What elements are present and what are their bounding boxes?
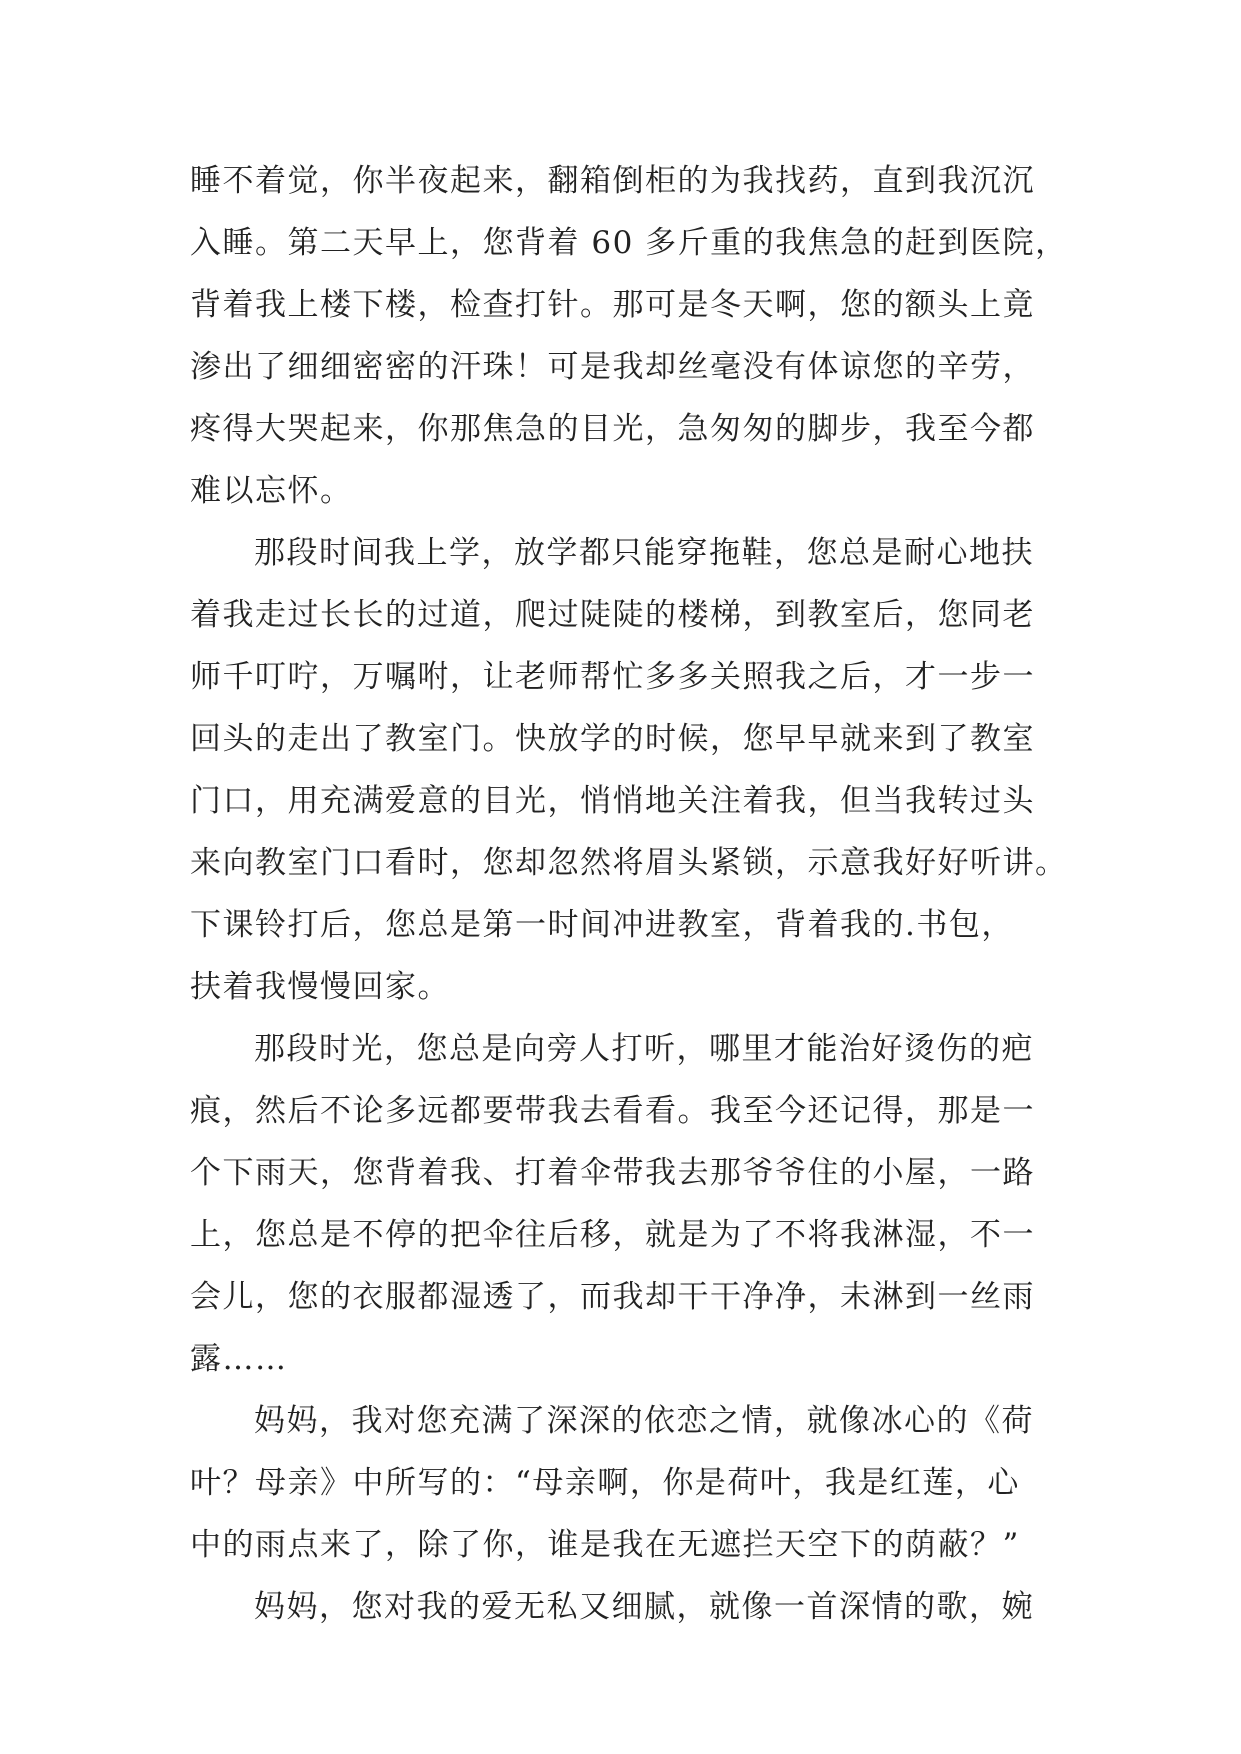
text-line: 露…… (190, 1341, 288, 1377)
paragraph-start-line: 妈妈，我对您充满了深深的依恋之情，就像冰心的《荷 (254, 1403, 1034, 1439)
text-line: 疼得大哭起来，你那焦急的目光，急匆匆的脚步，我至今都 (190, 411, 1035, 447)
text-line: 痕，然后不论多远都要带我去看看。我至今还记得，那是一 (190, 1093, 1035, 1129)
text-line: 师千叮咛，万嘱咐，让老师帮忙多多关照我之后，才一步一 (190, 659, 1035, 695)
document-body (190, 150, 1068, 1638)
text-line: 背着我上楼下楼，检查打针。那可是冬天啊，您的额头上竟 (190, 287, 1035, 323)
paragraph-start-line: 妈妈，您对我的爱无私又细腻，就像一首深情的歌，婉 (254, 1589, 1034, 1625)
text-line: 门口，用充满爱意的目光，悄悄地关注着我，但当我转过头 (190, 783, 1035, 819)
text-line: 入睡。第二天早上，您背着 60 多斤重的我焦急的赶到医院， (190, 225, 1068, 261)
text-line: 着我走过长长的过道，爬过陡陡的楼梯，到教室后，您同老 (190, 597, 1035, 633)
text-line: 会儿，您的衣服都湿透了，而我却干干净净，未淋到一丝雨 (190, 1279, 1035, 1315)
text-line: 扶着我慢慢回家。 (190, 969, 450, 1005)
paragraph-start-line: 那段时间我上学，放学都只能穿拖鞋，您总是耐心地扶 (254, 535, 1034, 571)
text-line: 回头的走出了教室门。快放学的时候，您早早就来到了教室 (190, 721, 1035, 757)
text-line: 中的雨点来了，除了你，谁是我在无遮拦天空下的荫蔽？” (190, 1527, 1020, 1563)
text-line: 上，您总是不停的把伞往后移，就是为了不将我淋湿，不一 (190, 1217, 1035, 1253)
text-line: 难以忘怀。 (190, 473, 353, 509)
text-line: 来向教室门口看时，您却忽然将眉头紧锁，示意我好好听讲。 (190, 845, 1068, 881)
paragraph-start-line: 那段时光，您总是向旁人打听，哪里才能治好烫伤的疤 (254, 1031, 1034, 1067)
text-line: 个下雨天，您背着我、打着伞带我去那爷爷住的小屋，一路 (190, 1155, 1035, 1191)
text-line: 下课铃打后，您总是第一时间冲进教室，背着我的.书包， (190, 907, 1014, 943)
text-line: 叶？母亲》中所写的：“母亲啊，你是荷叶，我是红莲，心 (190, 1465, 1020, 1501)
text-line: 睡不着觉，你半夜起来，翻箱倒柜的为我找药，直到我沉沉 (190, 163, 1035, 199)
text-line: 渗出了细细密密的汗珠！可是我却丝毫没有体谅您的辛劳， (190, 349, 1035, 385)
